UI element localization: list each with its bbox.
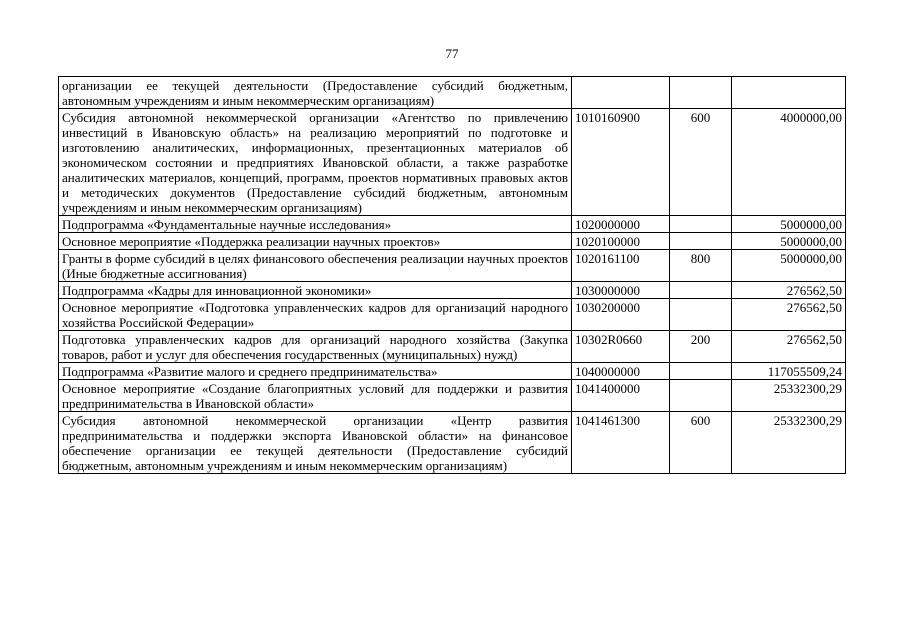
row-expense-type [670, 233, 732, 250]
row-expense-type [670, 380, 732, 412]
row-sum: 276562,50 [732, 331, 846, 363]
row-sum: 5000000,00 [732, 250, 846, 282]
row-sum: 5000000,00 [732, 233, 846, 250]
row-code: 10302R0660 [572, 331, 670, 363]
row-sum [732, 77, 846, 109]
table-row [59, 331, 846, 363]
row-code: 1020000000 [572, 216, 670, 233]
row-expense-type [670, 77, 732, 109]
row-sum: 117055509,24 [732, 363, 846, 380]
row-name: организации ее текущей деятельности (Предоставление субсидий бюджетным, автономным учреждениям и иным некоммерческим организациям) [59, 77, 572, 109]
budget-table [58, 76, 846, 474]
row-name: Подпрограмма «Фундаментальные научные исследования» [59, 216, 572, 233]
row-code [572, 77, 670, 109]
row-expense-type [670, 299, 732, 331]
table-row [59, 216, 846, 233]
row-expense-type [670, 216, 732, 233]
row-code: 1010160900 [572, 109, 670, 216]
row-sum: 4000000,00 [732, 109, 846, 216]
row-code: 1040000000 [572, 363, 670, 380]
row-name: Подпрограмма «Развитие малого и среднего предпринимательства» [59, 363, 572, 380]
row-name: Субсидия автономной некоммерческой организации «Агентство по привлечению инвестиций в Ивановскую область» на реализацию мероприятий по подготовке и изготовлению аналитических, информационных, презентационных материалов об экономическом состоянии и предприятиях Ивановской области, а также разработке аналитических материалов, концепций, программ, проектов нормативных правовых актов и методических документов (Предоставление субсидий бюджетным, автономным учреждениям и иным некоммерческим организациям) [59, 109, 572, 216]
row-name: Субсидия автономной некоммерческой организации «Центр развития предпринимательства и поддержки экспорта Ивановской области» на финансовое обеспечение организации ее текущей деятельности (Предоставление субсидий бюджетным, автономным учреждениям и иным некоммерческим организациям) [59, 412, 572, 474]
table-row [59, 109, 846, 216]
row-sum: 25332300,29 [732, 412, 846, 474]
row-name: Основное мероприятие «Подготовка управленческих кадров для организаций народного хозяйства Российской Федерации» [59, 299, 572, 331]
row-code: 1020161100 [572, 250, 670, 282]
row-code: 1041461300 [572, 412, 670, 474]
row-name: Основное мероприятие «Создание благоприятных условий для поддержки и развития предпринимательства в Ивановской области» [59, 380, 572, 412]
table-row [59, 380, 846, 412]
row-sum: 25332300,29 [732, 380, 846, 412]
table-row [59, 363, 846, 380]
table-row [59, 412, 846, 474]
row-name: Подпрограмма «Кадры для инновационной экономики» [59, 282, 572, 299]
row-expense-type: 600 [670, 412, 732, 474]
page-number: 77 [445, 46, 459, 61]
table-row [59, 250, 846, 282]
table-row [59, 77, 846, 109]
table-row [59, 233, 846, 250]
row-expense-type: 200 [670, 331, 732, 363]
row-code: 1030000000 [572, 282, 670, 299]
row-sum: 5000000,00 [732, 216, 846, 233]
row-sum: 276562,50 [732, 282, 846, 299]
row-expense-type [670, 282, 732, 299]
row-sum: 276562,50 [732, 299, 846, 331]
row-code: 1041400000 [572, 380, 670, 412]
row-expense-type: 800 [670, 250, 732, 282]
row-name: Основное мероприятие «Поддержка реализации научных проектов» [59, 233, 572, 250]
table-row [59, 299, 846, 331]
table-row [59, 282, 846, 299]
row-expense-type [670, 363, 732, 380]
row-code: 1020100000 [572, 233, 670, 250]
row-name: Гранты в форме субсидий в целях финансового обеспечения реализации научных проектов (Иные бюджетные ассигнования) [59, 250, 572, 282]
row-code: 1030200000 [572, 299, 670, 331]
row-expense-type: 600 [670, 109, 732, 216]
row-name: Подготовка управленческих кадров для организаций народного хозяйства (Закупка товаров, работ и услуг для обеспечения государственных (муниципальных) нужд) [59, 331, 572, 363]
